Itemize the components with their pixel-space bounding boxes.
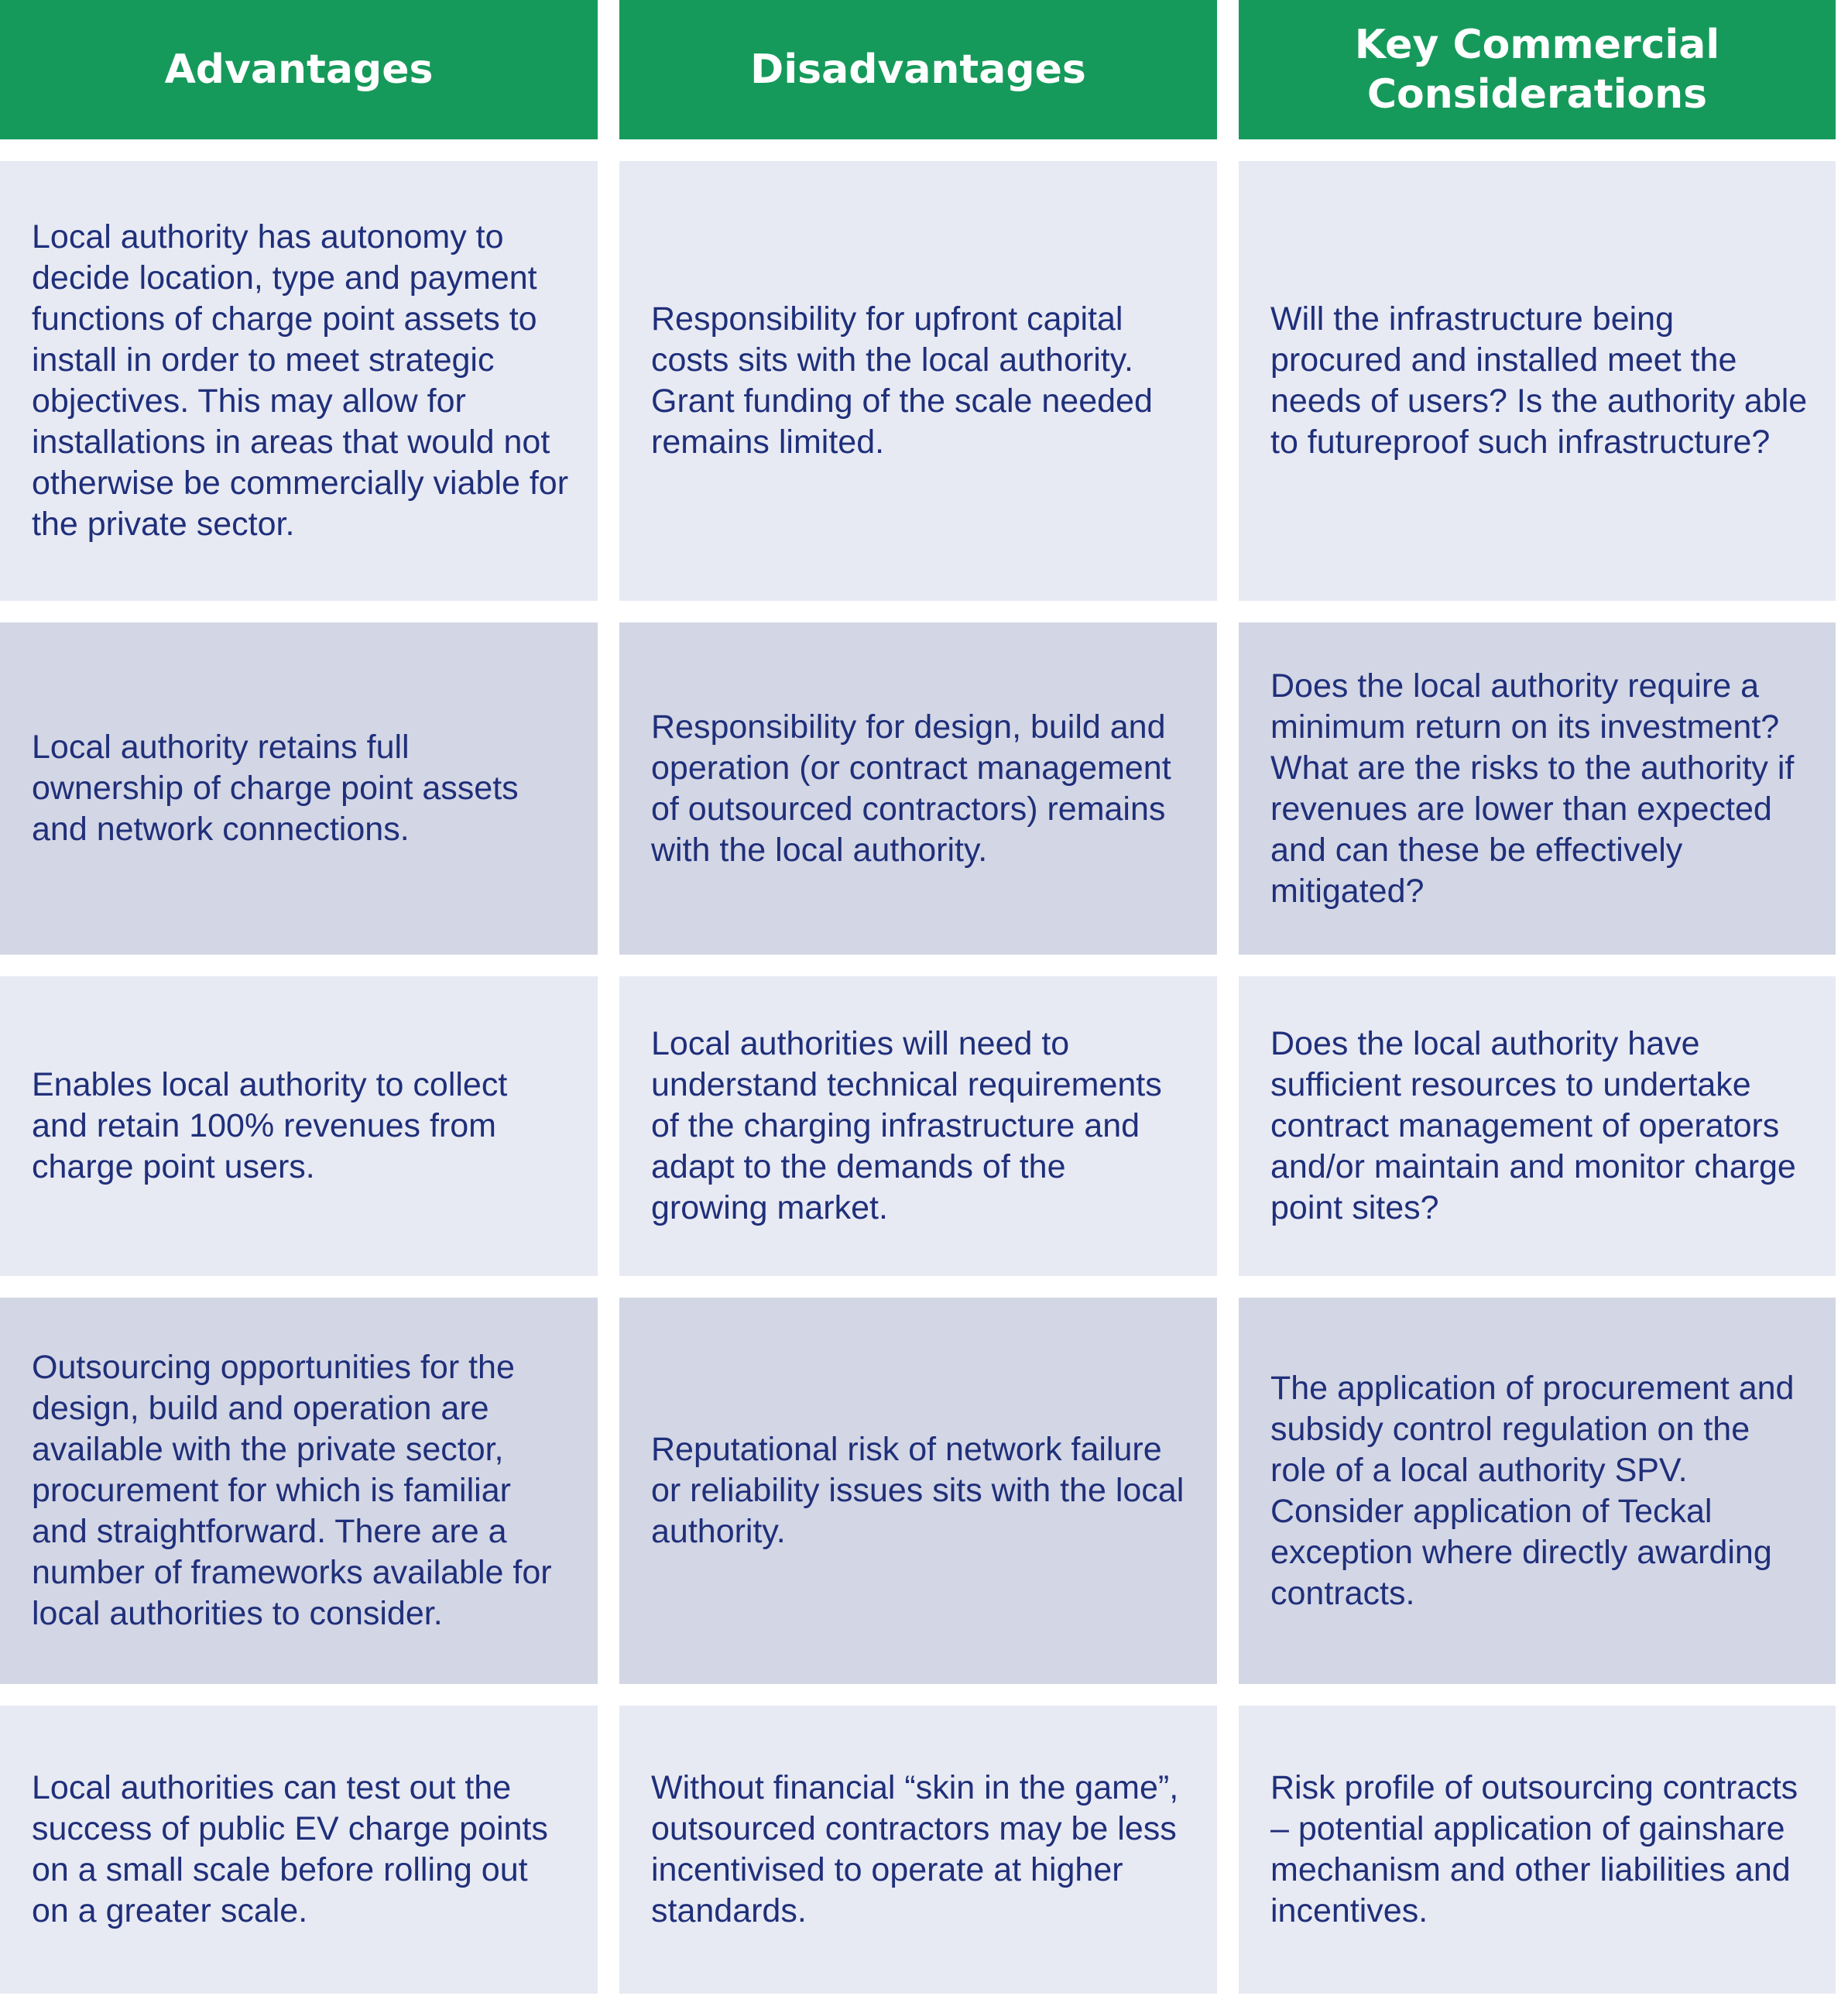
table-cell-consideration xyxy=(1239,622,1836,955)
table-cell-advantage xyxy=(0,1706,598,1994)
cell-text: Reputational risk of network failure or reliability issues sits with the local authority. xyxy=(651,1431,1185,1550)
table-cell-consideration xyxy=(1239,976,1836,1276)
cell-text: Local authorities can test out the success of public EV charge points on a small scale before rolling out on a greater scale. xyxy=(32,1769,548,1929)
cell-text: Local authorities will need to understand technical requirements of the charging infrastructure and adapt to the demands of the growing market. xyxy=(651,1025,1162,1226)
table-cell-consideration xyxy=(1239,1298,1836,1684)
cell-text: Local authority retains full ownership of charge point assets and network connections. xyxy=(32,729,519,848)
cell-text: The application of procurement and subsidy control regulation on the role of a local authority SPV. Consider application of Teckal exception where directly awarding contracts. xyxy=(1270,1369,1795,1612)
cell-text: Local authority has autonomy to decide location, type and payment functions of charge point assets to install in order to meet strategic objectives. This may allow for installations in areas that would not otherwise be commercially viable for the private sector. xyxy=(32,218,569,543)
cell-text: Does the local authority have sufficient resources to undertake contract management of operators and/or maintain and monitor charge point sites? xyxy=(1270,1025,1796,1226)
column-header-considerations: Key Commercial Considerations xyxy=(1239,0,1836,139)
table-cell-disadvantage xyxy=(619,161,1217,601)
table-cell-advantage xyxy=(0,1298,598,1684)
table-cell-disadvantage xyxy=(619,976,1217,1276)
table-cell-disadvantage xyxy=(619,622,1217,955)
cell-text: Risk profile of outsourcing contracts – potential application of gainshare mechanism and other liabilities and incentives. xyxy=(1270,1769,1798,1929)
column-header-disadvantages: Disadvantages xyxy=(619,0,1217,139)
cell-text: Will the infrastructure being procured and installed meet the needs of users? Is the authority able to futureproof such infrastructure? xyxy=(1270,300,1808,461)
cell-text: Responsibility for upfront capital costs sits with the local authority. Grant funding of the scale needed remains limited. xyxy=(651,300,1153,461)
cell-text: Enables local authority to collect and retain 100% revenues from charge point users. xyxy=(32,1066,508,1185)
table-cell-disadvantage xyxy=(619,1706,1217,1994)
cell-text: Responsibility for design, build and operation (or contract management of outsourced contractors) remains with the local authority. xyxy=(651,708,1171,869)
table-cell-advantage xyxy=(0,622,598,955)
cell-text: Outsourcing opportunities for the design, build and operation are available with the private sector, procurement for which is familiar and straightforward. There are a number of frameworks available for local authorities to consider. xyxy=(32,1349,552,1632)
table-cell-consideration xyxy=(1239,1706,1836,1994)
table-cell-advantage xyxy=(0,161,598,601)
table-cell-disadvantage xyxy=(619,1298,1217,1684)
column-header-advantages: Advantages xyxy=(0,0,598,139)
table-cell-advantage xyxy=(0,976,598,1276)
cell-text: Without financial “skin in the game”, outsourced contractors may be less incentivised to operate at higher standards. xyxy=(651,1769,1179,1929)
table-cell-consideration xyxy=(1239,161,1836,601)
cell-text: Does the local authority require a minimum return on its investment? What are the risks to the authority if revenues are lower than expected and can these be effectively mitigated? xyxy=(1270,667,1795,910)
